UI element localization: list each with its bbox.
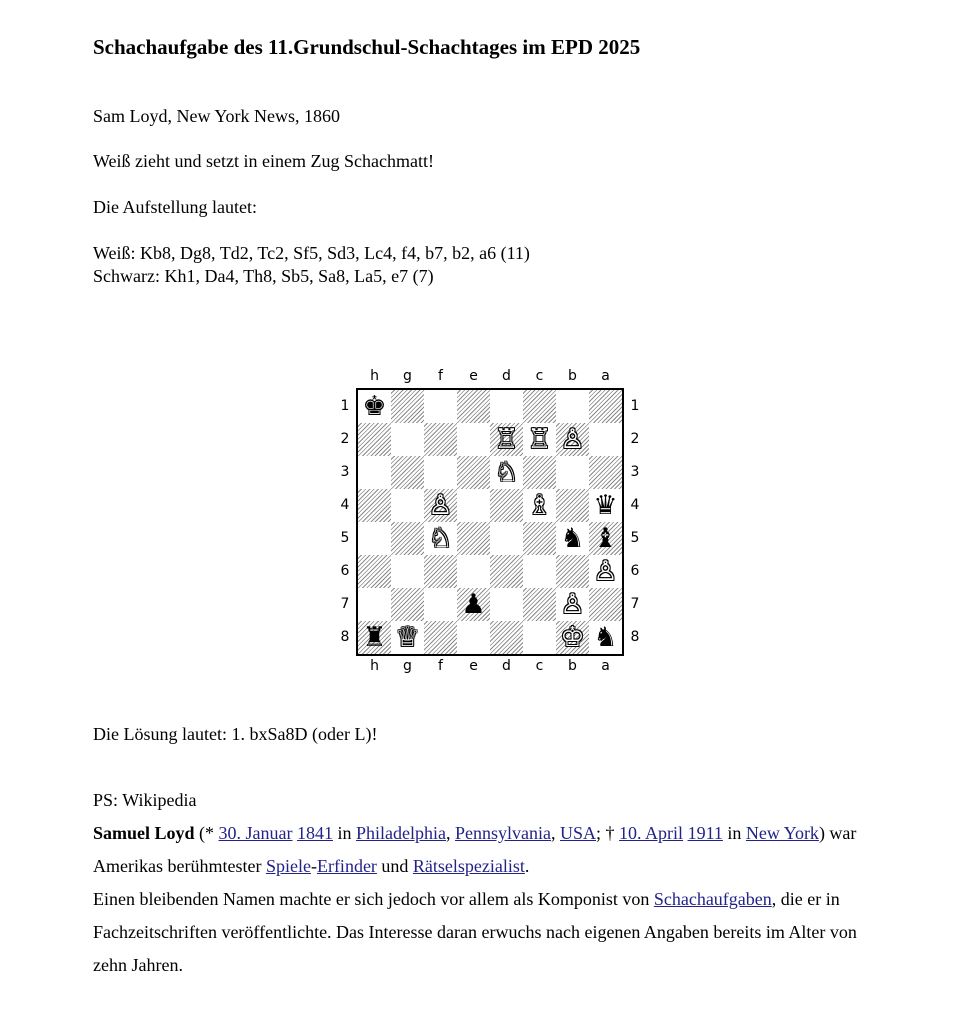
square-c3: [523, 456, 556, 489]
file-label-c: c: [535, 368, 544, 384]
rank-label-2: 2: [630, 431, 640, 447]
white-king-icon: ♔: [560, 622, 585, 653]
rank-label-4: 4: [630, 497, 640, 513]
square-g8: [391, 621, 424, 654]
file-label-g: g: [403, 658, 412, 674]
bio-text: in: [333, 823, 357, 843]
bio-text: ; †: [596, 823, 620, 843]
link-death-date[interactable]: 10. April: [619, 823, 684, 843]
white-pawn-icon: ♙: [593, 556, 618, 587]
white-knight-icon: ♘: [494, 457, 519, 488]
square-h7: [358, 588, 391, 621]
bio-text: , die er in Fachzeitschriften veröffentlichte. Das Interesse daran erwuchs nach eigenen Angaben bereits im Alter von zehn Jahren.: [93, 889, 857, 975]
square-d2: [490, 423, 523, 456]
square-f7: [424, 588, 457, 621]
bio-text: Einen bleibenden Namen machte er sich jedoch vor allem als Komponist von: [93, 889, 654, 909]
white-pawn-icon: ♙: [560, 589, 585, 620]
square-e3: [457, 456, 490, 489]
square-h6: [358, 555, 391, 588]
rank-label-5: 5: [630, 530, 640, 546]
square-b8: [556, 621, 589, 654]
rank-label-3: 3: [630, 464, 640, 480]
square-c7: [523, 588, 556, 621]
square-a6: [589, 555, 622, 588]
black-rook-icon: ♜: [362, 622, 387, 653]
link-new-york[interactable]: New York: [745, 823, 819, 843]
file-label-b: b: [568, 658, 577, 674]
bio-text: .: [524, 856, 530, 876]
square-e5: [457, 522, 490, 555]
file-label-a: a: [601, 368, 610, 384]
white-knight-icon: ♘: [428, 523, 453, 554]
white-rook-icon: ♖: [527, 424, 552, 455]
link-pennsylvania[interactable]: Pennsylvania: [455, 823, 552, 843]
square-c1: [523, 390, 556, 423]
rank-label-1: 1: [630, 398, 640, 414]
square-a4: [589, 489, 622, 522]
bio-text: in: [722, 823, 746, 843]
square-f3: [424, 456, 457, 489]
chess-diagram: [332, 364, 648, 680]
file-label-e: e: [469, 368, 478, 384]
task-line: Weiß zieht und setzt in einem Zug Schachmatt!: [93, 151, 434, 171]
setup-label: Die Aufstellung lautet:: [93, 197, 257, 217]
square-g6: [391, 555, 424, 588]
square-b1: [556, 390, 589, 423]
rank-label-8: 8: [630, 629, 640, 645]
square-d6: [490, 555, 523, 588]
square-b6: [556, 555, 589, 588]
black-knight-icon: ♞: [593, 622, 618, 653]
square-g7: [391, 588, 424, 621]
square-a1: [589, 390, 622, 423]
page-title: Schachaufgabe des 11.Grundschul-Schachtages im EPD 2025: [93, 35, 641, 59]
bio-text: ,: [446, 823, 456, 843]
square-c4: [523, 489, 556, 522]
rank-label-8: 8: [340, 629, 350, 645]
link-schachaufgaben[interactable]: Schachaufgaben: [653, 889, 772, 909]
rank-label-7: 7: [630, 596, 640, 612]
square-h5: [358, 522, 391, 555]
file-label-g: g: [403, 368, 412, 384]
rank-label-6: 6: [630, 563, 640, 579]
square-d3: [490, 456, 523, 489]
bio-paragraph-1: [93, 817, 893, 883]
bio-text: -: [310, 856, 317, 876]
white-queen-icon: ♕: [395, 622, 420, 653]
square-a7: [589, 588, 622, 621]
square-f2: [424, 423, 457, 456]
square-f4: [424, 489, 457, 522]
square-a8: [589, 621, 622, 654]
square-h2: [358, 423, 391, 456]
square-e7: [457, 588, 490, 621]
square-g1: [391, 390, 424, 423]
file-label-d: d: [502, 658, 511, 674]
square-g3: [391, 456, 424, 489]
bio-text: und: [376, 856, 413, 876]
file-label-d: d: [502, 368, 511, 384]
square-g2: [391, 423, 424, 456]
black-bishop-icon: ♝: [593, 523, 618, 554]
file-label-c: c: [535, 658, 544, 674]
square-c2: [523, 423, 556, 456]
square-e1: [457, 390, 490, 423]
rank-label-3: 3: [340, 464, 350, 480]
white-pawn-icon: ♙: [428, 490, 453, 521]
square-b7: [556, 588, 589, 621]
bio-text: ,: [551, 823, 561, 843]
square-a2: [589, 423, 622, 456]
square-h8: [358, 621, 391, 654]
square-e8: [457, 621, 490, 654]
file-label-e: e: [469, 658, 478, 674]
square-h4: [358, 489, 391, 522]
square-d4: [490, 489, 523, 522]
white-pawn-icon: ♙: [560, 424, 585, 455]
file-label-h: h: [370, 658, 379, 674]
file-label-f: f: [438, 658, 443, 674]
file-label-h: h: [370, 368, 379, 384]
square-d1: [490, 390, 523, 423]
white-bishop-icon: ♗: [527, 490, 552, 521]
link-erfinder[interactable]: Erfinder: [316, 856, 377, 876]
square-a5: [589, 522, 622, 555]
black-king-icon: ♚: [362, 391, 387, 422]
rank-label-7: 7: [340, 596, 350, 612]
bio-paragraph-2: [93, 883, 893, 982]
square-b3: [556, 456, 589, 489]
file-label-f: f: [438, 368, 443, 384]
square-d8: [490, 621, 523, 654]
square-b5: [556, 522, 589, 555]
square-f6: [424, 555, 457, 588]
square-b4: [556, 489, 589, 522]
link-death-year[interactable]: 1911: [687, 823, 723, 843]
black-knight-icon: ♞: [560, 523, 585, 554]
link-usa[interactable]: USA: [560, 823, 597, 843]
chess-board: [356, 388, 624, 656]
bio-text: (*: [194, 823, 219, 843]
square-a3: [589, 456, 622, 489]
link-birth-date[interactable]: 30. Januar: [218, 823, 293, 843]
black-queen-icon: ♛: [593, 490, 618, 521]
square-c8: [523, 621, 556, 654]
square-h3: [358, 456, 391, 489]
rank-label-1: 1: [340, 398, 350, 414]
square-h1: [358, 390, 391, 423]
file-label-b: b: [568, 368, 577, 384]
link-spiele[interactable]: Spiele: [265, 856, 311, 876]
square-c6: [523, 555, 556, 588]
white-pieces-line: Weiß: Kb8, Dg8, Td2, Tc2, Sf5, Sd3, Lc4, f4, b7, b2, a6 (11): [93, 243, 530, 263]
bio-name: Samuel Loyd: [93, 823, 195, 843]
rank-label-5: 5: [340, 530, 350, 546]
square-f1: [424, 390, 457, 423]
square-e6: [457, 555, 490, 588]
link-birth-year[interactable]: 1841: [297, 823, 334, 843]
white-rook-icon: ♖: [494, 424, 519, 455]
square-f8: [424, 621, 457, 654]
rank-label-4: 4: [340, 497, 350, 513]
source-line: Sam Loyd, New York News, 1860: [93, 106, 340, 126]
square-e4: [457, 489, 490, 522]
black-pieces-line: Schwarz: Kh1, Da4, Th8, Sb5, Sa8, La5, e7 (7): [93, 266, 434, 286]
link-philadelphia[interactable]: Philadelphia: [356, 823, 447, 843]
rank-label-2: 2: [340, 431, 350, 447]
black-pawn-icon: ♟: [461, 589, 486, 620]
file-label-a: a: [601, 658, 610, 674]
link-raetselspezialist[interactable]: Rätselspezialist: [412, 856, 525, 876]
ps-line: PS: Wikipedia: [93, 790, 197, 810]
bio-text: ) war Amerikas berühmtester: [93, 823, 857, 876]
square-d5: [490, 522, 523, 555]
square-g4: [391, 489, 424, 522]
square-c5: [523, 522, 556, 555]
square-b2: [556, 423, 589, 456]
solution-line: Die Lösung lautet: 1. bxSa8D (oder L)!: [93, 724, 378, 744]
square-g5: [391, 522, 424, 555]
square-e2: [457, 423, 490, 456]
rank-label-6: 6: [340, 563, 350, 579]
square-d7: [490, 588, 523, 621]
square-f5: [424, 522, 457, 555]
